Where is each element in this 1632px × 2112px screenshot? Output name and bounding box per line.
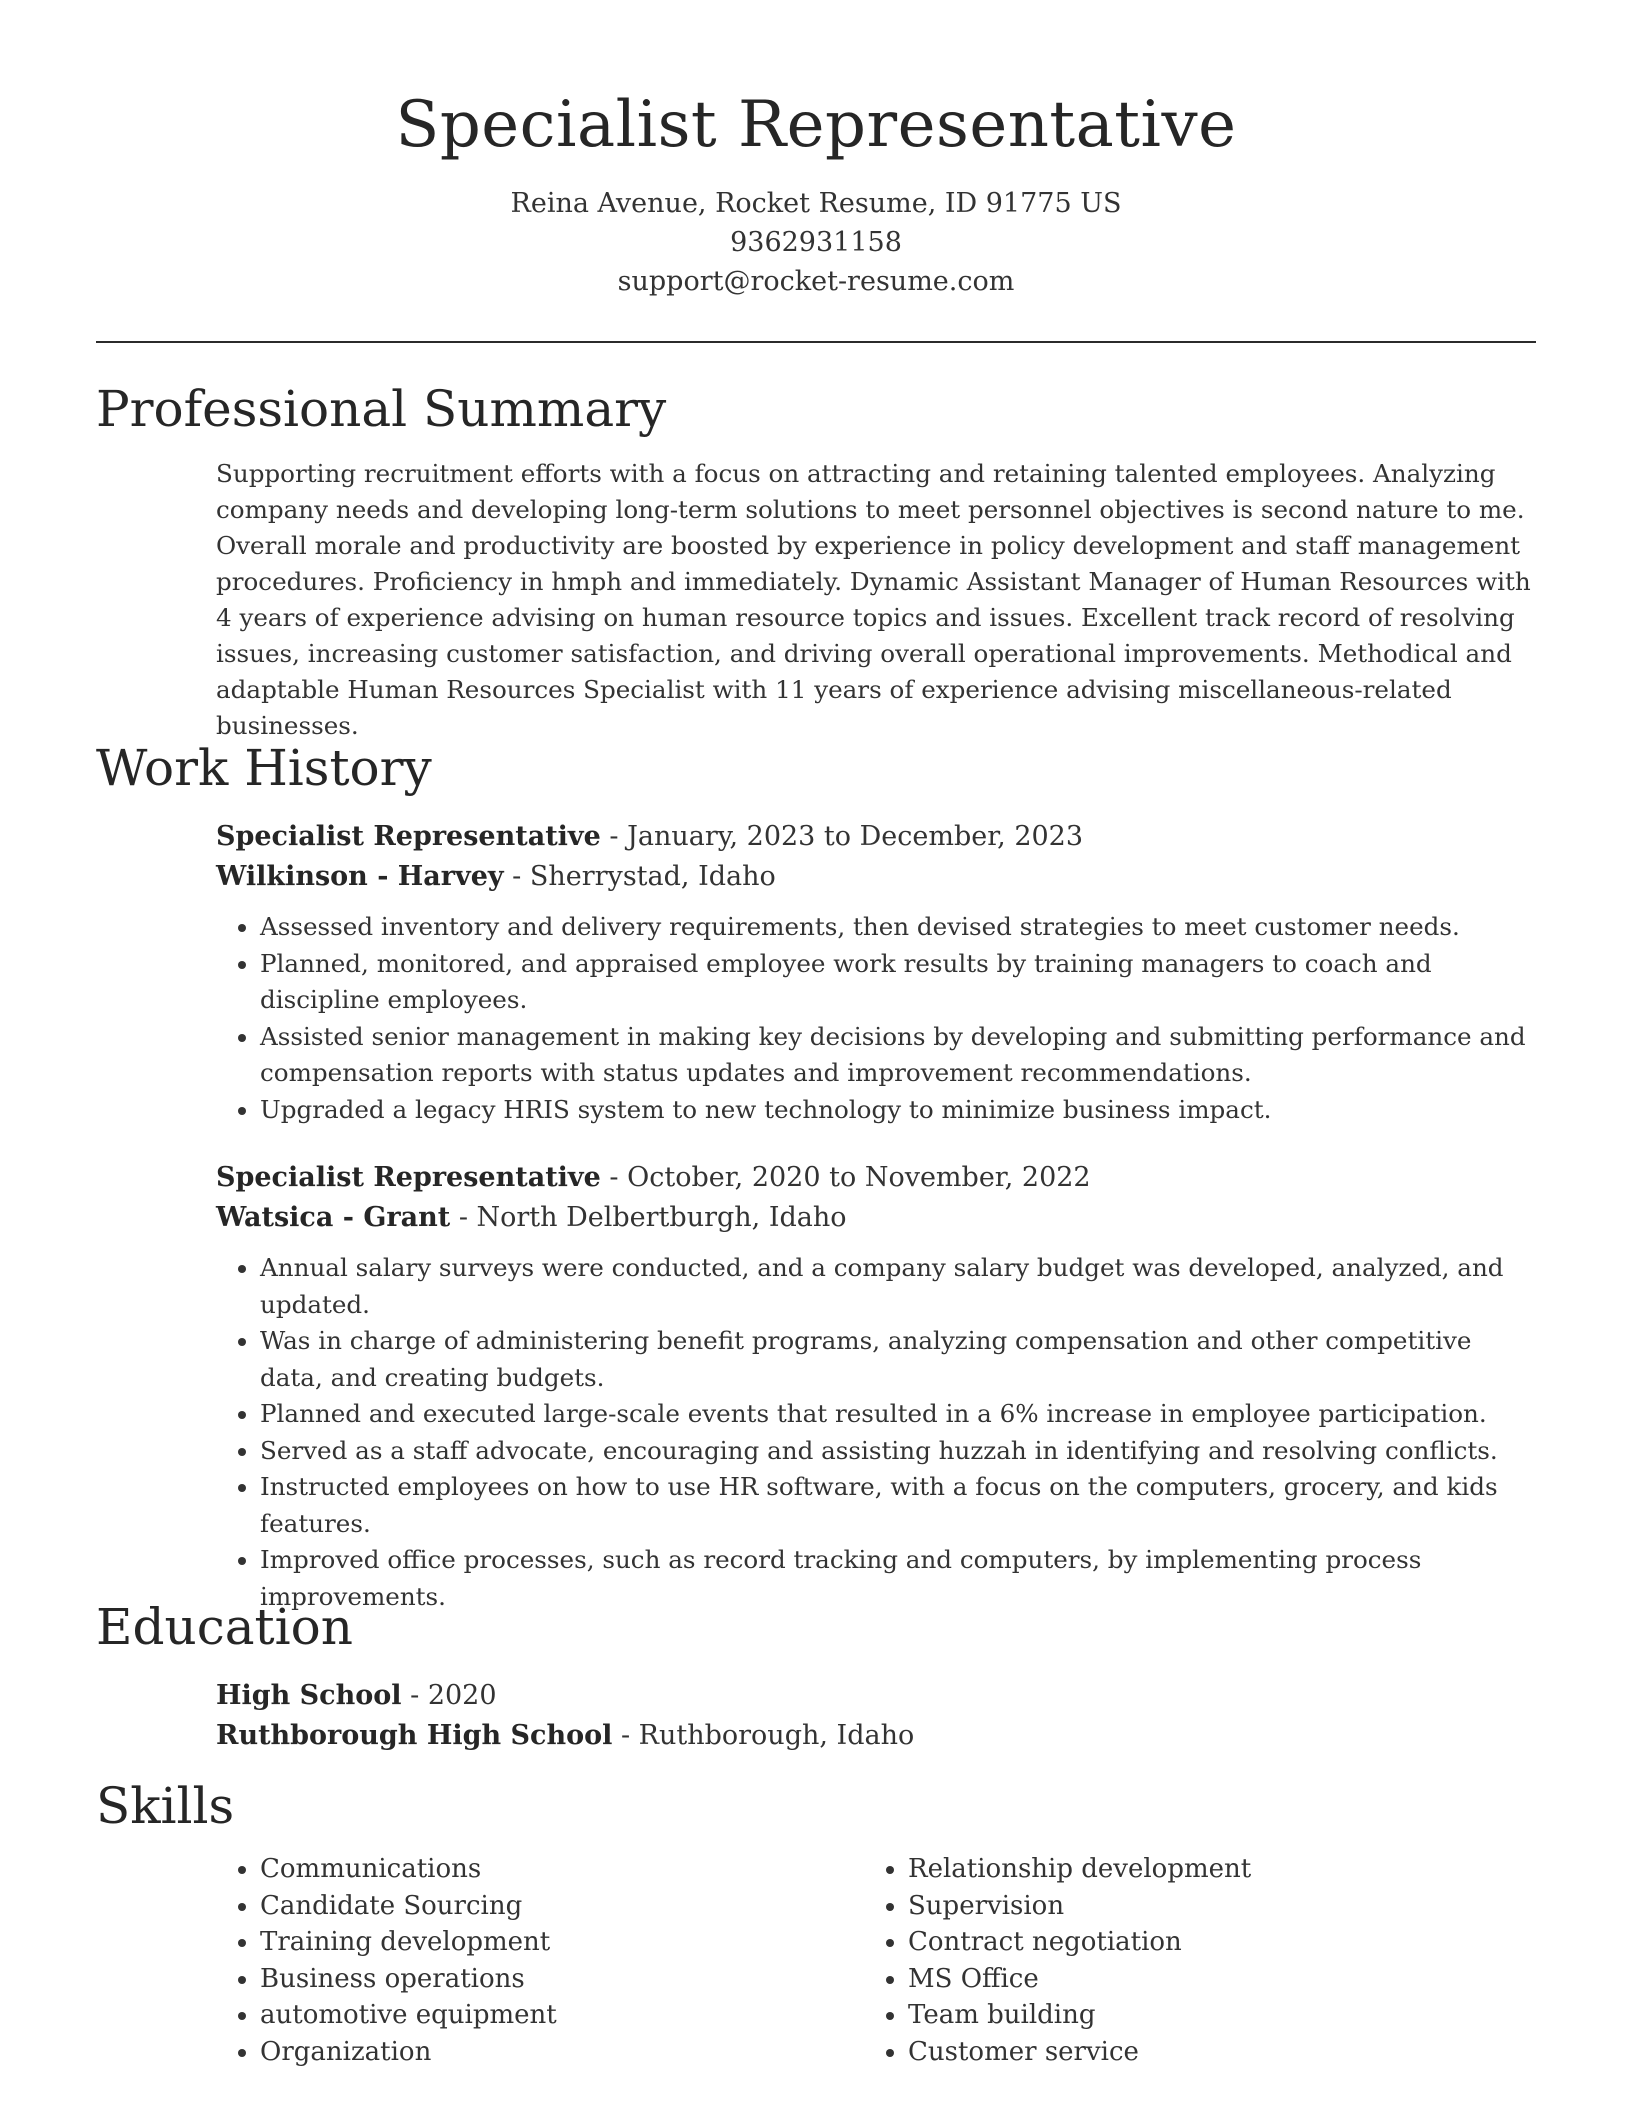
skill-item: • Candidate Sourcing bbox=[260, 1888, 864, 1925]
summary-heading: Professional Summary bbox=[96, 380, 667, 438]
skill-item: • Contract negotiation bbox=[908, 1924, 1512, 1961]
job-company: Wilkinson - Harvey bbox=[216, 861, 504, 892]
job-bullet: • Served as a staff advocate, encouraging and assisting huzzah in identifying and resolving conflicts. bbox=[260, 1433, 1536, 1470]
job-company-line bbox=[216, 857, 1536, 897]
skills-list-left bbox=[216, 1851, 864, 2070]
job-role: Specialist Representative bbox=[216, 821, 601, 852]
graduation-year: - 2020 bbox=[401, 1680, 497, 1711]
summary-section bbox=[96, 376, 1536, 744]
job-bullet: • Instructed employees on how to use HR software, with a focus on the computers, grocery, and kids features. bbox=[260, 1469, 1536, 1542]
degree: High School bbox=[216, 1680, 402, 1711]
skill-item: • Business operations bbox=[260, 1961, 864, 1998]
job-bullet: • Planned, monitored, and appraised employee work results by training managers to coach and discipline employees. bbox=[260, 946, 1536, 1019]
skill-item: • Training development bbox=[260, 1924, 864, 1961]
job-location: - Sherrystad, Idaho bbox=[503, 861, 776, 892]
skills-heading: Skills bbox=[96, 1777, 235, 1835]
school-location: - Ruthborough, Idaho bbox=[612, 1720, 915, 1751]
job-bullets bbox=[216, 1250, 1536, 1615]
work-history-heading: Work History bbox=[96, 739, 432, 797]
job-bullet: • Improved office processes, such as record tracking and computers, by implementing process improvements. bbox=[260, 1542, 1536, 1615]
skill-item: • Customer service bbox=[908, 2034, 1512, 2071]
contact-block bbox=[96, 184, 1536, 301]
skill-item: • Organization bbox=[260, 2034, 864, 2071]
degree-line bbox=[216, 1676, 1536, 1716]
job-bullet: • Assessed inventory and delivery requirements, then devised strategies to meet customer needs. bbox=[260, 909, 1536, 946]
skill-item: • Supervision bbox=[908, 1888, 1512, 1925]
job-bullet: • Was in charge of administering benefit programs, analyzing compensation and other competitive data, and creating budgets. bbox=[260, 1323, 1536, 1396]
job-bullet: • Upgraded a legacy HRIS system to new technology to minimize business impact. bbox=[260, 1092, 1536, 1129]
skill-item: • automotive equipment bbox=[260, 1997, 864, 2034]
skill-item: • MS Office bbox=[908, 1961, 1512, 1998]
skills-columns bbox=[216, 1851, 1536, 2070]
education-entry bbox=[216, 1676, 1536, 1756]
work-history-section bbox=[96, 735, 1536, 1615]
job-company: Watsica - Grant bbox=[216, 1202, 451, 1233]
candidate-name: Specialist Representative bbox=[395, 88, 1237, 162]
skill-item: • Relationship development bbox=[908, 1851, 1512, 1888]
phone: 9362931158 bbox=[730, 227, 902, 258]
skill-item: • Team building bbox=[908, 1997, 1512, 2034]
job-entry bbox=[216, 817, 1536, 1128]
job-title-line bbox=[216, 1158, 1536, 1198]
job-bullet: • Assisted senior management in making key decisions by developing and submitting performance and compensation reports with status updates and improvement recommendations. bbox=[260, 1019, 1536, 1092]
job-company-line bbox=[216, 1198, 1536, 1238]
skills-list-right bbox=[864, 1851, 1512, 2070]
job-dates: - January, 2023 to December, 2023 bbox=[600, 821, 1084, 852]
education-heading: Education bbox=[96, 1598, 353, 1656]
email: support@rocket-resume.com bbox=[617, 266, 1015, 297]
job-title-line bbox=[216, 817, 1536, 857]
job-entry bbox=[216, 1158, 1536, 1615]
resume-header bbox=[96, 80, 1536, 301]
job-role: Specialist Representative bbox=[216, 1162, 601, 1193]
job-dates: - October, 2020 to November, 2022 bbox=[600, 1162, 1091, 1193]
job-bullets bbox=[216, 909, 1536, 1128]
job-bullet: • Planned and executed large-scale events that resulted in a 6% increase in employee participation. bbox=[260, 1396, 1536, 1433]
summary-text: Supporting recruitment efforts with a focus on attracting and retaining talented employees. Analyzing company needs and developing long-term solutions to meet personnel objectives is second nature to me. Overall morale and productivity are boosted by experience in policy development and staff management procedures. Proficiency in hmph and immediately. Dynamic Assistant Manager of Human Resources with 4 years of experience advising on human resource topics and issues. Excellent track record of resolving issues, increasing customer satisfaction, and driving overall operational improvements. Methodical and adaptable Human Resources Specialist with 11 years of experience advising miscellaneous-related businesses. bbox=[216, 459, 1531, 740]
header-divider bbox=[96, 341, 1536, 343]
skill-item: • Communications bbox=[260, 1851, 864, 1888]
skills-section bbox=[96, 1773, 1536, 2070]
address: Reina Avenue, Rocket Resume, ID 91775 US bbox=[510, 188, 1122, 219]
job-location: - North Delbertburgh, Idaho bbox=[450, 1202, 847, 1233]
school-name: Ruthborough High School bbox=[216, 1720, 613, 1751]
education-section bbox=[96, 1594, 1536, 1756]
job-bullet: • Annual salary surveys were conducted, and a company salary budget was developed, analyzed, and updated. bbox=[260, 1250, 1536, 1323]
school-line bbox=[216, 1716, 1536, 1756]
